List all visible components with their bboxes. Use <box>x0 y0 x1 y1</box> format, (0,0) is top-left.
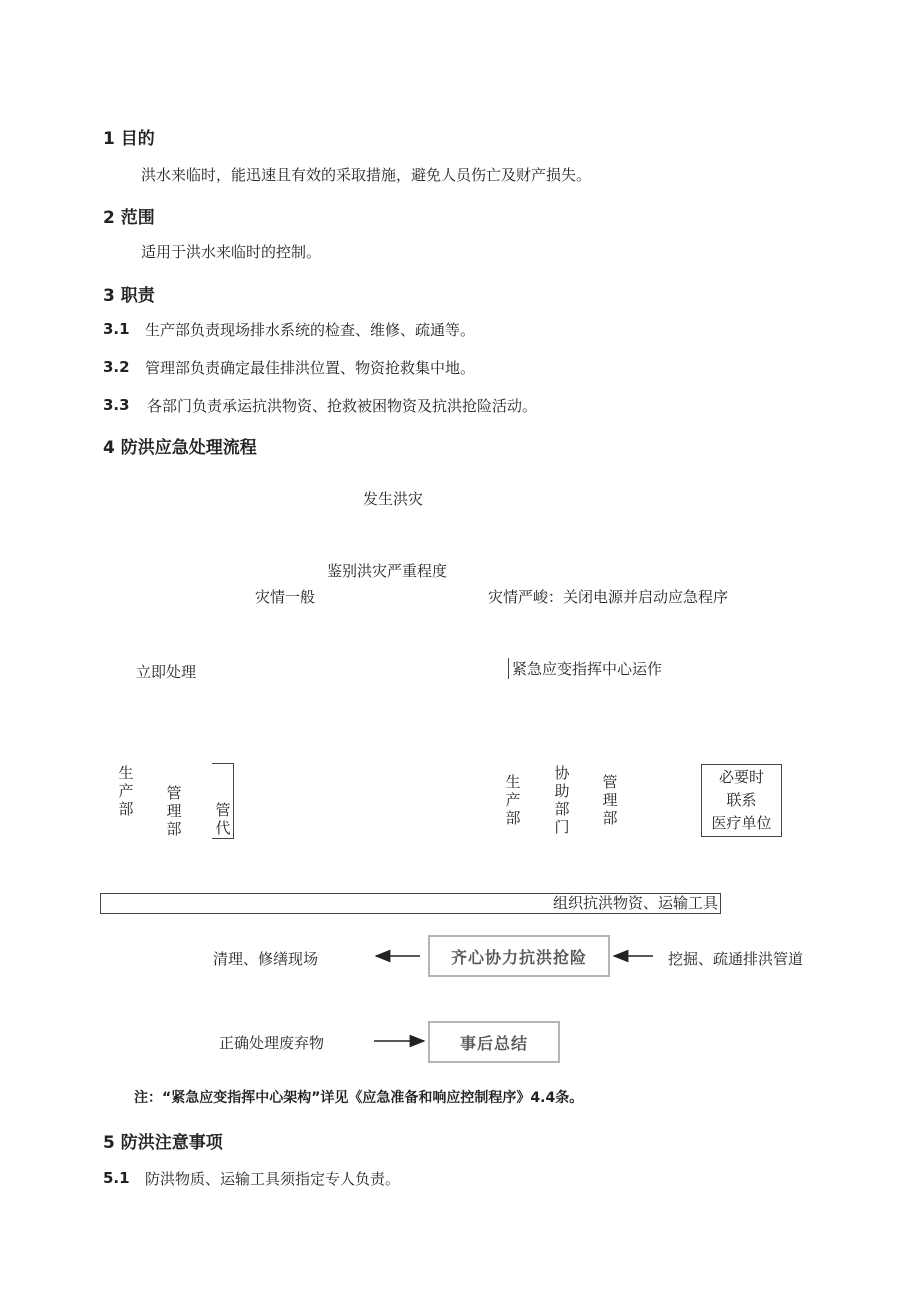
section-3-number: 3 <box>103 286 115 306</box>
flow-start: 发生洪灾 <box>363 490 424 508</box>
section-2-text: 适用于洪水来临时的控制。 <box>141 243 322 261</box>
item-3-3-number: 3.3 <box>103 396 130 414</box>
flow-medical-line-2: 联系 <box>726 791 757 809</box>
item-3-1-text: 生产部负责现场排水系统的检查、维修、疏通等。 <box>145 321 476 339</box>
flow-dig-drain: 挖掘、疏通排洪管道 <box>668 950 804 968</box>
flow-right-management-dept: 管理部 <box>602 773 618 827</box>
item-3-3-text: 各部门负责承运抗洪物资、抢救被困物资及抗洪抢险活动。 <box>147 397 538 415</box>
flow-medical-line-3: 医疗单位 <box>711 814 772 832</box>
flow-severe: 灾情严峻：关闭电源并启动应急程序 <box>488 588 729 606</box>
section-5-heading <box>103 1128 223 1153</box>
section-2-title: 范围 <box>120 208 155 228</box>
item-3-1-number: 3.1 <box>103 320 130 338</box>
flow-clean-site: 清理、修缮现场 <box>213 950 319 968</box>
flow-fight-flood-box: 齐心协力抗洪抢险 <box>428 935 610 977</box>
section-2-number: 2 <box>103 208 115 228</box>
flow-management-rep: 管代 <box>215 801 231 837</box>
section-1-title: 目的 <box>120 129 155 149</box>
flow-medical-line-1: 必要时 <box>718 768 764 786</box>
flow-assess: 鉴别洪灾严重程度 <box>327 562 448 580</box>
flow-assist-dept: 协助部门 <box>554 764 570 836</box>
item-3-2-text: 管理部负责确定最佳排洪位置、物资抢救集中地。 <box>145 359 476 377</box>
section-5-title: 防洪注意事项 <box>120 1133 223 1153</box>
flow-organize-text: 组织抗洪物资、运输工具 <box>552 894 718 912</box>
flow-left-management-dept: 管理部 <box>166 784 182 838</box>
item-3-2-number: 3.2 <box>103 358 130 376</box>
flow-waste-handling: 正确处理废弃物 <box>219 1034 325 1052</box>
section-4-number: 4 <box>103 438 115 458</box>
flow-immediate: 立即处理 <box>136 663 197 681</box>
flow-command-center: 紧急应变指挥中心运作 <box>508 658 662 679</box>
flow-note: 注：“紧急应变指挥中心架构”详见《应急准备和响应控制程序》4.4条。 <box>134 1090 584 1106</box>
section-3-title: 职责 <box>120 286 155 306</box>
section-5-number: 5 <box>103 1133 115 1153</box>
flow-summary-box: 事后总结 <box>428 1021 560 1063</box>
section-1-number: 1 <box>103 129 115 149</box>
flow-right-production-dept: 生产部 <box>505 773 521 827</box>
flow-general: 灾情一般 <box>255 588 316 606</box>
item-5-1-number: 5.1 <box>103 1169 130 1187</box>
section-4-title: 防洪应急处理流程 <box>120 438 257 458</box>
flow-left-production-dept: 生产部 <box>118 764 134 818</box>
item-5-1-text: 防洪物质、运输工具须指定专人负责。 <box>145 1170 401 1188</box>
section-1-text: 洪水来临时，能迅速且有效的采取措施，避免人员伤亡及财产损失。 <box>141 166 592 184</box>
